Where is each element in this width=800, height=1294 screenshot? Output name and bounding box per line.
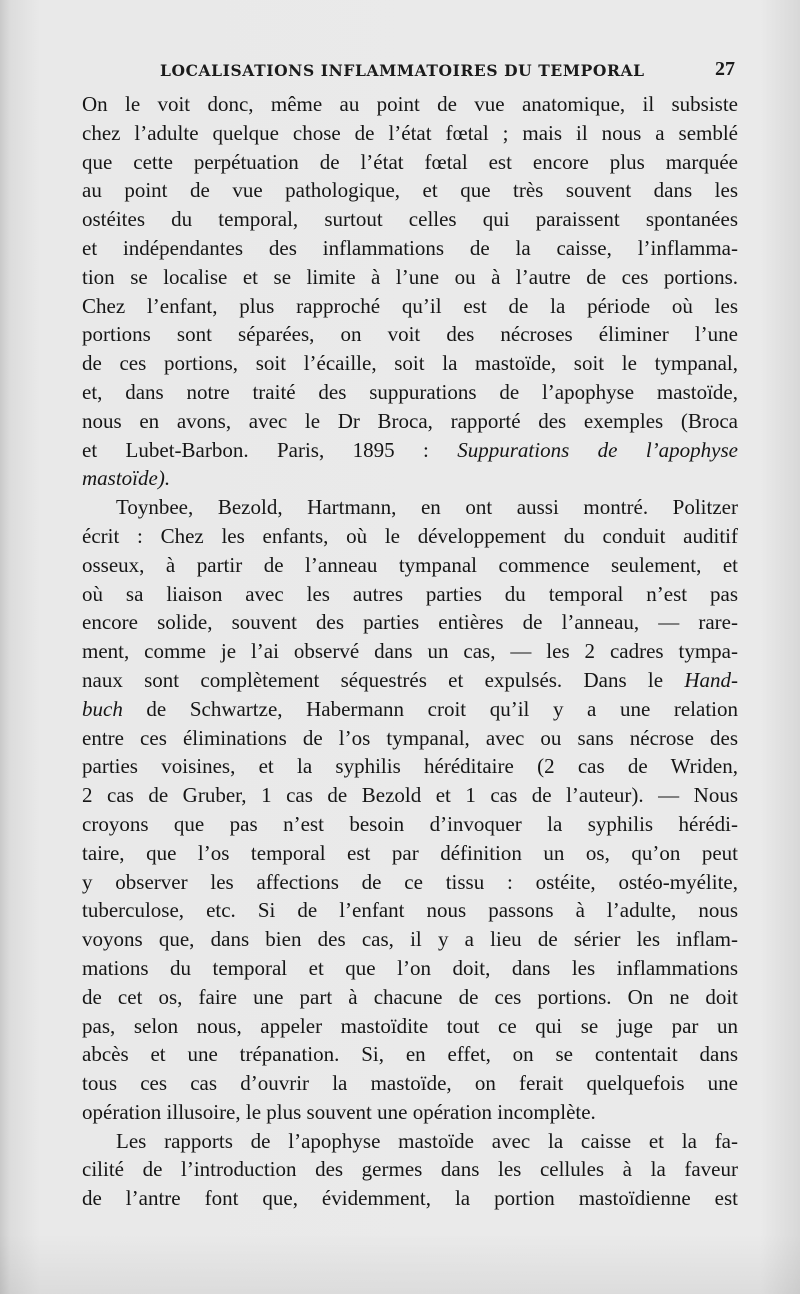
- text-line: et indépendantes des inflammations de la caisse, l’inflamma-: [82, 235, 738, 260]
- text-segment: de Schwartze, Habermann croit qu’il y a une relation: [122, 696, 738, 721]
- text-line: voyons que, dans bien des cas, il y a lieu de sérier les inflam-: [82, 927, 738, 952]
- text-line: [82, 436, 738, 465]
- text-line: tuberculose, etc. Si de l’enfant nous passons à l’adulte, nous: [82, 898, 738, 923]
- text-line: y observer les affections de ce tissu : ostéite, ostéo-myélite,: [82, 869, 738, 894]
- text-line: écrit : Chez les enfants, où le développement du conduit auditif: [82, 523, 738, 548]
- text-line: 2 cas de Gruber, 1 cas de Bezold et 1 cas de l’auteur). — Nous: [82, 783, 738, 808]
- text-line: au point de vue pathologique, et que très souvent dans les: [82, 178, 738, 203]
- text-line: pas, selon nous, appeler mastoïdite tout ce qui se juge par un: [82, 1013, 738, 1038]
- text-line: encore solide, souvent des parties entières de l’anneau, — rare-: [82, 610, 738, 635]
- text-line: tous ces cas d’ouvrir la mastoïde, on ferait quelquefois une: [82, 1071, 738, 1096]
- text-line: ostéites du temporal, surtout celles qui paraissent spontanées: [82, 207, 738, 232]
- text-line: abcès et une trépanation. Si, en effet, on se contentait dans: [82, 1042, 738, 1067]
- italic-title: buch: [82, 696, 123, 721]
- page-number: 27: [715, 58, 735, 80]
- text-line: et, dans notre traité des suppurations de l’apophyse mastoïde,: [82, 379, 738, 404]
- paragraph-3: [82, 1127, 738, 1213]
- text-line: de l’antre font que, évidemment, la portion mastoïdienne est: [82, 1186, 738, 1211]
- text-line: que cette perpétuation de l’état fœtal est encore plus marquée: [82, 149, 738, 174]
- text-line: opération illusoire, le plus souvent une opération incomplète.: [82, 1099, 596, 1124]
- text-line: mastoïde).: [82, 466, 171, 491]
- page-header: [160, 58, 735, 82]
- text-line: parties voisines, et la syphilis héréditaire (2 cas de Wriden,: [82, 754, 738, 779]
- body-text: [82, 90, 738, 1213]
- text-line: [82, 695, 738, 724]
- text-line: Chez l’enfant, plus rapproché qu’il est de la période où les: [82, 293, 738, 318]
- paragraph-2: [82, 493, 738, 1127]
- text-line: ment, comme je l’ai observé dans un cas, — les 2 cadres tympa-: [82, 639, 738, 664]
- text-line: taire, que l’os temporal est par définition un os, qu’on peut: [82, 840, 738, 865]
- text-line: osseux, à partir de l’anneau tympanal commence seulement, et: [82, 552, 738, 577]
- text-line: tion se localise et se limite à l’une ou à l’autre de ces portions.: [82, 264, 738, 289]
- text-segment: et Lubet-Barbon. Paris, 1895 :: [82, 437, 458, 462]
- italic-title: Suppurations de l’apophyse: [457, 437, 738, 462]
- text-line: entre ces éliminations de l’os tympanal, avec ou sans nécrose des: [82, 725, 738, 750]
- text-line: nous en avons, avec le Dr Broca, rapporté des exemples (Broca: [82, 408, 738, 433]
- text-line: de cet os, faire une part à chacune de ces portions. On ne doit: [82, 984, 738, 1009]
- text-line: chez l’adulte quelque chose de l’état fœtal ; mais il nous a semblé: [82, 120, 738, 145]
- text-line: On le voit donc, même au point de vue anatomique, il subsiste: [82, 92, 738, 116]
- text-line: portions sont séparées, on voit des nécroses éliminer l’une: [82, 322, 738, 347]
- text-line: de ces portions, soit l’écaille, soit la mastoïde, soit le tympanal,: [82, 351, 738, 376]
- text-line: où sa liaison avec les autres parties du temporal n’est pas: [82, 581, 738, 606]
- text-line: [82, 666, 738, 695]
- text-segment: naux sont complètement séquestrés et expulsés. Dans le: [82, 667, 685, 692]
- text-line: cilité de l’introduction des germes dans les cellules à la faveur: [82, 1157, 738, 1182]
- text-line: mations du temporal et que l’on doit, dans les inflammations: [82, 955, 738, 980]
- running-title: LOCALISATIONS INFLAMMATOIRES DU TEMPORAL: [160, 61, 645, 80]
- paragraph-1: [82, 90, 738, 493]
- text-line: croyons que pas n’est besoin d’invoquer la syphilis hérédi-: [82, 811, 738, 836]
- text-line: Toynbee, Bezold, Hartmann, en ont aussi montré. Politzer: [116, 495, 738, 520]
- text-line: Les rapports de l’apophyse mastoïde avec la caisse et la fa-: [116, 1128, 738, 1153]
- italic-title: Hand-: [684, 667, 738, 692]
